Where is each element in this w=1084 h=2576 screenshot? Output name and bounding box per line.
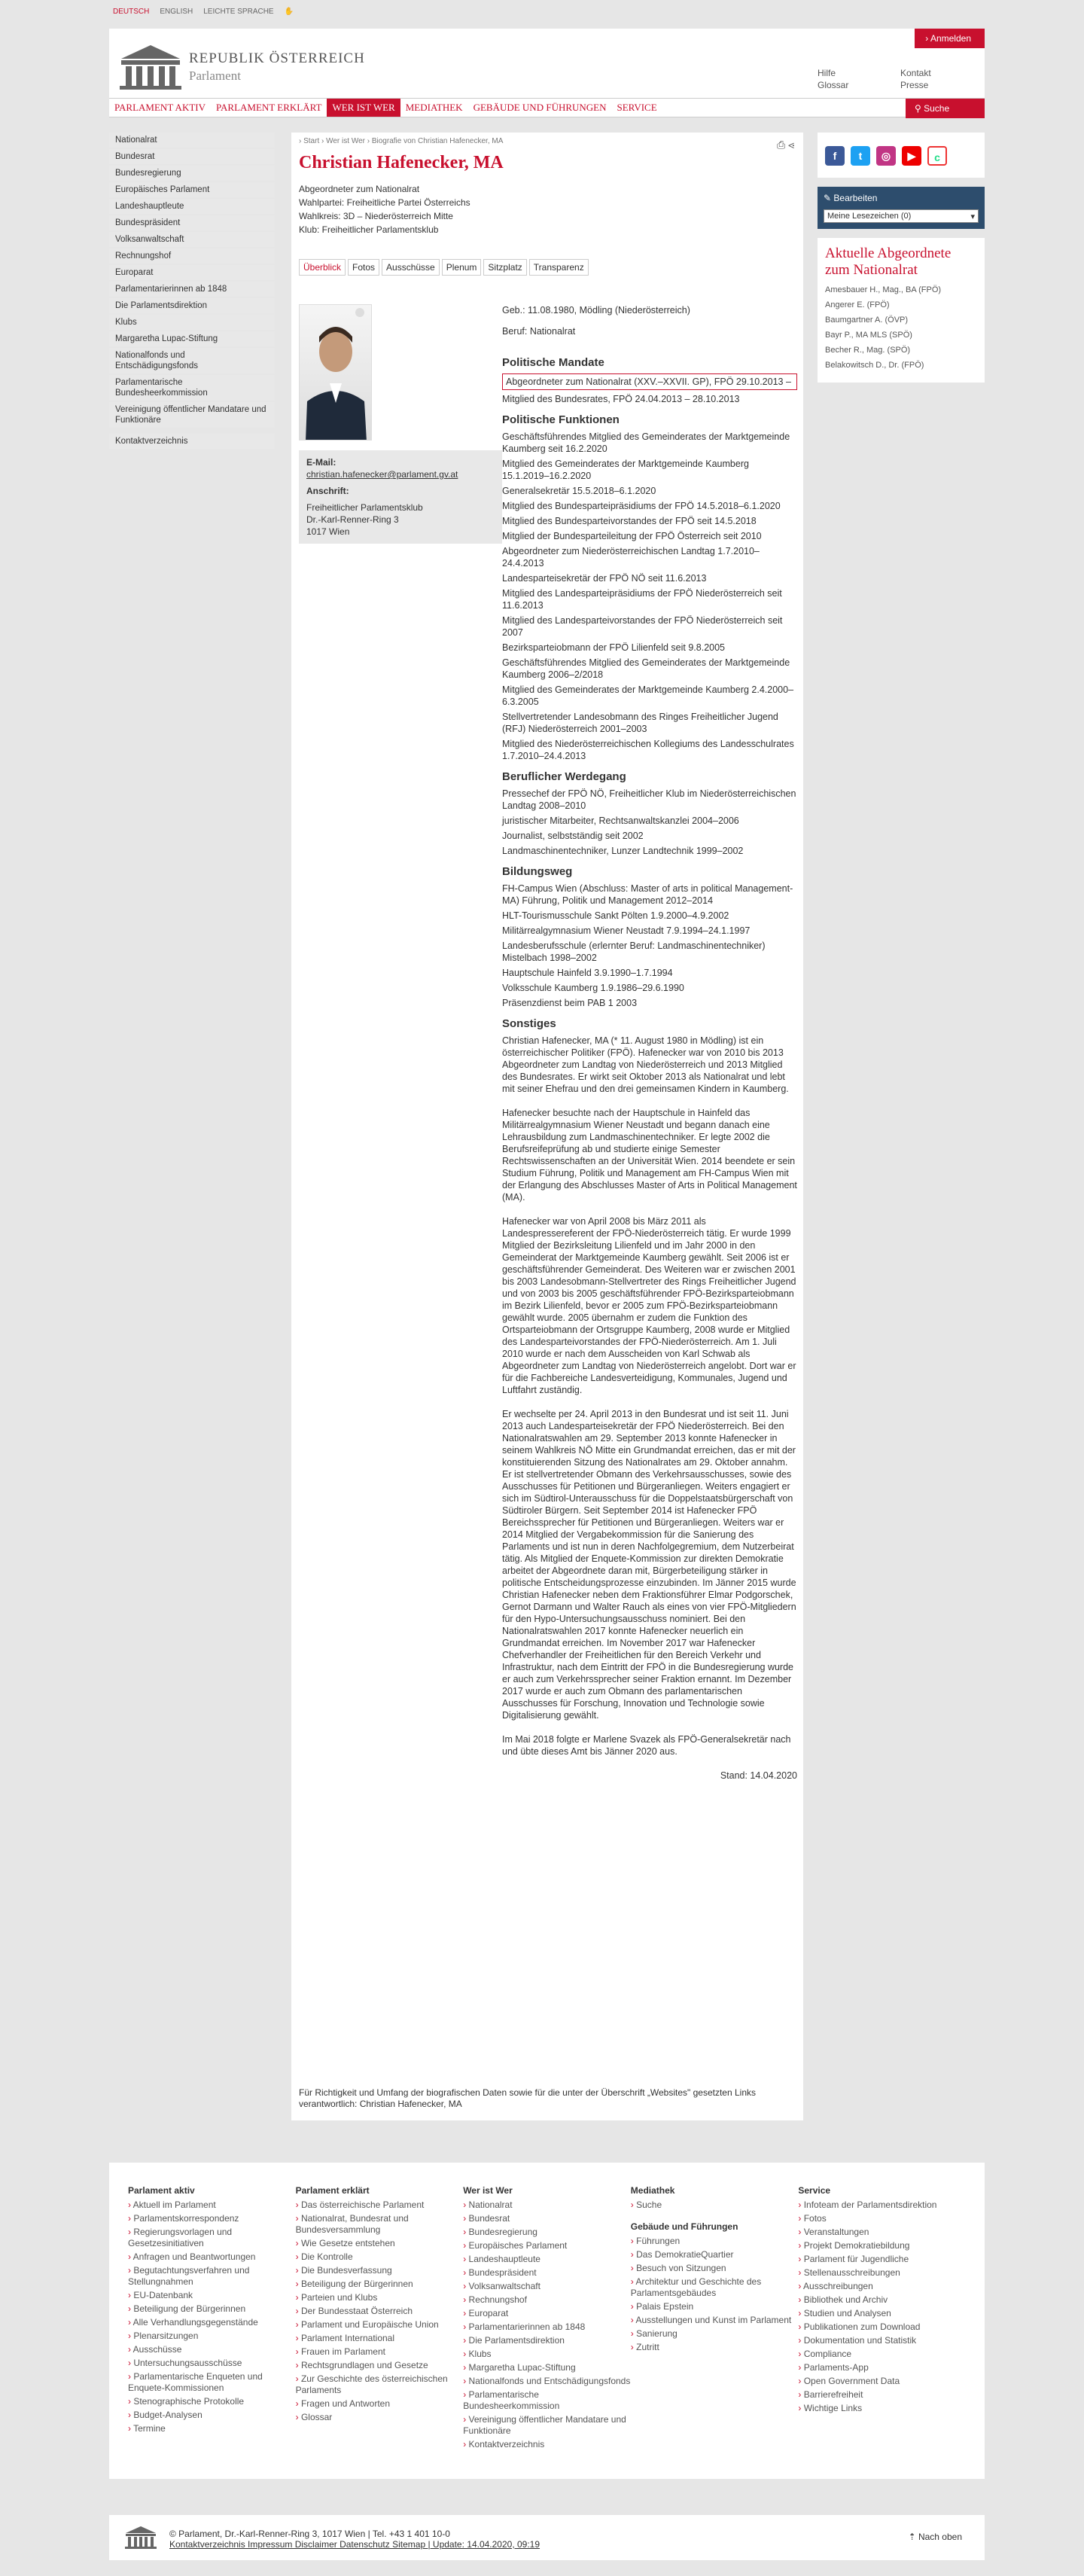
sidebar-item[interactable]: Kontaktverzeichnis [109,434,275,449]
footer-links[interactable]: Kontaktverzeichnis Impressum Disclaimer Datenschutz Sitemap | Update: 14.04.2020, 09:19 [169,2539,540,2550]
footer-link[interactable]: › Compliance [798,2349,966,2360]
back-to-top[interactable] [909,2532,962,2542]
footer-link[interactable]: › Zur Geschichte des österreichischen Parlaments [296,2373,464,2396]
footer-link[interactable]: › Palais Epstein [631,2301,799,2312]
footer-link[interactable]: › Anfragen und Beantwortungen [128,2251,296,2263]
sidebar-item[interactable]: Klubs [109,315,275,330]
contact-box [299,450,502,544]
bio-entry: Mitglied des Bundesparteipräsidiums der FPÖ 14.5.2018–6.1.2020 [502,501,781,511]
lang-de[interactable]: DEUTSCH [113,8,150,16]
share-icons [777,139,794,151]
address-line: Dr.-Karl-Renner-Ring 3 [306,514,399,525]
footer-link[interactable]: › Parlamentskorrespondenz [128,2213,296,2224]
share-icon[interactable]: ⋖ [788,139,794,151]
footer-link[interactable]: › Landeshauptleute [463,2254,631,2265]
footer-link[interactable]: › Begutachtungsverfahren und Stellungnahmen [128,2265,296,2288]
sidebar-item[interactable]: Rechnungshof [109,248,275,264]
footer-link[interactable]: › Beteiligung der Bürgerinnen [296,2279,464,2290]
footer-link[interactable]: › Infoteam der Parlamentsdirektion [798,2200,966,2211]
breadcrumb: › Start › Wer ist Wer › Biografie von Christian Hafenecker, MA [299,137,504,145]
footer-link[interactable]: › Der Bundesstaat Österreich [296,2306,464,2317]
logo-line2: Parlament [189,69,241,83]
footer-link[interactable]: › Vereinigung öffentlicher Mandatare und Funktionäre [463,2414,631,2437]
footer-column [128,2185,296,2456]
footer-link[interactable]: › Stellenausschreibungen [798,2267,966,2279]
footer-link[interactable]: › Regierungsvorlagen und Gesetzesinitiativen [128,2227,296,2249]
main-nav [109,98,985,117]
nav-gebaeude[interactable]: GEBÄUDE UND FÜHRUNGEN [473,102,607,113]
lang-easy[interactable]: LEICHTE SPRACHE [203,8,274,16]
parliament-building-icon [118,44,183,90]
footer-link[interactable]: › Führungen [631,2236,799,2247]
tab-plenum[interactable]: Plenum [442,259,482,276]
mp-list-item[interactable]: Angerer E. (FPÖ) [825,300,890,309]
nav-wer-ist-wer[interactable]: WER IST WER [327,99,400,117]
footer-link[interactable]: › Termine [128,2423,296,2434]
language-switch [113,8,294,16]
press-link[interactable]: Presse [900,80,929,90]
section-functions-heading: Politische Funktionen [502,413,620,426]
stand-date: Stand: 14.04.2020 [720,1770,797,1781]
footer-link[interactable]: › Wie Gesetze entstehen [296,2238,464,2249]
mp-list[interactable] [825,285,977,370]
footer-link[interactable]: › Die Bundesverfassung [296,2265,464,2276]
social-links [818,133,985,178]
footer-link[interactable]: › Alle Verhandlungsgegenstände [128,2317,296,2328]
mp-list-item[interactable]: Baumgartner A. (ÖVP) [825,316,909,325]
email-link[interactable]: christian.hafenecker@parlament.gv.at [306,469,458,480]
footer-link[interactable]: › Rechtsgrundlagen und Gesetze [296,2360,464,2371]
chevron-right-icon: › [925,33,930,44]
footer-link[interactable]: › Dokumentation und Statistik [798,2335,966,2346]
footer-column [296,2185,464,2456]
sidebar-item[interactable]: Landeshauptleute [109,199,275,214]
mandate-list [502,393,797,405]
bio-entry: Pressechef der FPÖ NÖ, Freiheitlicher Klub im Niederösterreichischen Landtag 2008–2010 [502,788,796,811]
email-label: E-Mail: [306,457,336,468]
bio-entry: juristischer Mitarbeiter, Rechtsanwaltskanzlei 2004–2006 [502,815,739,826]
parliament-small-logo [124,2526,157,2550]
footer-link[interactable]: › Ausschreibungen [798,2281,966,2292]
current-mandate: Abgeordneter zum Nationalrat (XXV.–XXVII. GP), FPÖ 29.10.2013 – [502,373,797,390]
footer-link[interactable]: › Zutritt [631,2342,799,2353]
sidebar-item[interactable]: Europarat [109,265,275,280]
page-bottom [109,2515,985,2560]
bio-paragraph: Er wechselte per 24. April 2013 in den Bundesrat und ist seit 11. Juni 2013 auch Landesparteisekretär der FPÖ Niederösterreich. Bei den Nationalratswahlen am 29. September 2013 konnte Hafenecker in seinem Wahlkreis NÖ Mitte ein Grundmandat erreichen, das er mit der konstituierenden Sitzung des Nationalrates am 29. Oktober annahm. Er ist stellvertretender Obmann des Verkehrsausschusses, sowie des Ausschusses für Petitionen und Bürgeranliegen. Weiters engagiert er sich im Südtirol-Unterausschuss für die Doppelstaatsbürgerschaft von Südtiroler Bürgern. Seit September 2014 ist Hafenecker FPÖ Bereichssprecher für Petitionen und Bürgeranliegen. Weiters war er 2014 Mitglied der Vergabekommission für die Sanierung des Parlaments und ist nun in deren Nachfolgegremium, dem Nutzerbeirat tätig. Als Mitglied der Enquete-Kommission zur direkten Demokratie arbeitet der Abgeordnete daran mit, Bürgerbeteiligung stärker in politische Entscheidungsprozesse einzubinden. Im Jänner 2015 wurde Christian Hafenecker neben dem Fraktionsführer Elmar Podgorschek, Gernot Darmann und Walter Rauch als eines von vier FPÖ-Mitgliedern für den Hypo-Untersuchungsausschuss nominiert. Bei den Nationalratswahlen 2017 konnte Hafenecker neuerlich ein Grundmandat erreichen. Im November 2017 war Hafenecker Chefverhandler der Freiheitlichen für den Bereich Verkehr und Infrastruktur, nach dem Eintritt der FPÖ in die Bundesregierung wurde er auch zum Verkehrssprecher seiner Fraktion ernannt. Im Dezember 2017 wurde er auch zum Obmann des parlamentarischen Ausschusses für Forschung, Innovation und Technologie sowie Digitalisierung gewählt. [502,1409,796,1721]
current-mps-heading: Aktuelle Abgeordnete zum Nationalrat [825,245,952,278]
footer-link[interactable]: › Ausstellungen und Kunst im Parlament [631,2315,799,2326]
career-list [502,788,797,857]
copyright: © Parlament, Dr.-Karl-Renner-Ring 3, 1017 Wien | Tel. +43 1 401 10-0 [169,2529,450,2539]
intro-party: Wahlpartei: Freiheitliche Partei Österreichs [299,197,470,208]
chevron-down-icon: ▾ [970,212,975,221]
glossary-link[interactable]: Glossar [818,80,849,90]
bio-entry: Mitglied des Bundesrates, FPÖ 24.04.2013 – 28.10.2013 [502,394,740,404]
address-label: Anschrift: [306,486,349,496]
youtube-icon[interactable]: ▶ [902,146,921,166]
sidebar-item[interactable]: Parlamentarierinnen ab 1848 [109,282,275,297]
footer-link[interactable]: › Bibliothek und Archiv [798,2294,966,2306]
footer-link[interactable]: › Die Kontrolle [296,2251,464,2263]
footer-link[interactable]: › Suche [631,2200,799,2211]
bio-entry: Mitglied des Gemeinderates der Marktgemeinde Kaumberg 2.4.2000–6.3.2005 [502,684,794,707]
sidebar-item[interactable]: Die Parlamentsdirektion [109,298,275,313]
profile-tabs [291,259,803,276]
arrow-up-icon: ⇡ [908,2532,918,2542]
intro-district: Wahlkreis: 3D – Niederösterreich Mitte [299,211,453,221]
footer-link[interactable]: › Parlament und Europäische Union [296,2319,464,2331]
bio-entry: Landesparteisekretär der FPÖ NÖ seit 11.6.2013 [502,573,707,584]
logo-line1: REPUBLIK ÖSTERREICH [189,50,365,66]
bio-entry: Mitglied des Niederösterreichischen Kollegiums des Landesschulrates 1.7.2010–24.4.2013 [502,739,794,761]
footer-link[interactable]: › Margaretha Lupac-Stiftung [463,2362,631,2373]
bio-entry: HLT-Tourismusschule Sankt Pölten 1.9.2000–4.9.2002 [502,910,729,921]
footer-link[interactable]: › Barrierefreiheit [798,2389,966,2401]
bio-entry: Mitglied der Bundesparteileitung der FPÖ Österreich seit 2010 [502,531,762,541]
footer-link[interactable]: › Ausschüsse [128,2344,296,2355]
sidebar-item[interactable]: Parlamentarische Bundesheerkommission [109,375,275,401]
search-button[interactable] [906,99,985,118]
search-label: Suche [924,103,950,114]
sidebar-item[interactable]: Volksanwaltschaft [109,232,275,247]
bio-entry: Mitglied des Gemeinderates der Marktgemeinde Kaumberg 15.1.2019–16.2.2020 [502,459,749,481]
responsibility-note: Für Richtigkeit und Umfang der biografischen Daten sowie für die unter der Überschrift „Websites" gesetzten Links verantwortlich: Christian Hafenecker, MA [299,2087,756,2109]
help-link[interactable]: Hilfe [818,68,836,78]
bio-paragraph: Hafenecker besuchte nach der Hauptschule in Hainfeld das Militärrealgymnasium Wiener Neustadt und begann danach eine Lehrausbildung zum Landmaschinentechniker. Er legte 2002 die Berufsreifeprüfung ab und studierte einige Semester Rechtswissenschaften an der Universität Wien. 2014 beendete er sein Studium Führung, Politik und Management am FH-Campus Wien mit der Erlangung des Abschlusses Master of Arts in Political Management (MA). [502,1108,797,1203]
bio-entry: FH-Campus Wien (Abschluss: Master of arts in political Management-MA) Führung, Politik und Management 2012–2014 [502,883,793,906]
bio-entry: Mitglied des Bundesparteivorstandes der FPÖ seit 14.5.2018 [502,516,757,526]
mp-list-item[interactable]: Becher R., Mag. (SPÖ) [825,346,911,355]
sidebar-item[interactable]: Bundesregierung [109,166,275,181]
print-icon[interactable]: ⎙ [777,139,786,151]
footer-link[interactable]: › Parlamentarische Bundesheerkommission [463,2389,631,2412]
footer-link[interactable]: › Untersuchungsausschüsse [128,2358,296,2369]
footer-link[interactable]: › Architektur und Geschichte des Parlamentsgebäudes [631,2276,799,2299]
sidebar-item[interactable]: Bundespräsident [109,215,275,230]
mp-list-item[interactable]: Amesbauer H., Mag., BA (FPÖ) [825,285,942,294]
sidebar-item[interactable]: Vereinigung öffentlicher Mandatare und Funktionäre [109,402,275,428]
bio-entry: Abgeordneter zum Niederösterreichischen Landtag 1.7.2010–24.4.2013 [502,546,760,569]
footer-link[interactable]: › Publikationen zum Download [798,2321,966,2333]
nav-parlament-aktiv[interactable]: PARLAMENT AKTIV [114,102,206,113]
intro-block [291,182,803,236]
back-to-top-label: Nach oben [918,2532,962,2542]
search-icon: ⚲ [915,103,924,114]
footer-link[interactable]: › Aktuell im Parlament [128,2200,296,2211]
biography [502,304,797,1785]
footer-link[interactable]: › Glossar [296,2412,464,2423]
footer-link[interactable]: › Nationalfonds und Entschädigungsfonds [463,2376,631,2387]
bio-entry: Militärrealgymnasium Wiener Neustadt 7.9.1994–24.1.1997 [502,925,751,936]
bio-entry: Präsenzdienst beim PAB 1 2003 [502,998,638,1008]
footer-link[interactable]: › Europarat [463,2308,631,2319]
functions-list [502,431,797,762]
bio-entry: Hauptschule Hainfeld 3.9.1990–1.7.1994 [502,968,673,978]
footer-column [631,2185,799,2456]
footer-link[interactable]: › Projekt Demokratiebildung [798,2240,966,2251]
bio-entry: Landesberufsschule (erlernter Beruf: Landmaschinentechniker) Mistelbach 1998–2002 [502,940,766,963]
tab-ueberblick[interactable]: Überblick [299,259,346,276]
app-icon[interactable]: c [927,146,947,166]
bio-entry: Geschäftsführendes Mitglied des Gemeinderates der Marktgemeinde Kaumberg 2006–2/2018 [502,657,790,680]
instagram-icon[interactable]: ◎ [876,146,896,166]
education-list [502,883,797,1009]
footer-link[interactable]: › Bundesrat [463,2213,631,2224]
bio-entry: Generalsekretär 15.5.2018–6.1.2020 [502,486,656,496]
bio-entry: Bezirksparteiobmann der FPÖ Lilienfeld seit 9.8.2005 [502,642,725,653]
footer-heading[interactable]: Service [798,2185,831,2196]
bio-paragraph: Hafenecker war von April 2008 bis März 2011 als Landespressereferent der FPÖ-Niederösterreich tätig. Er wurde 1999 Mitglied der Bezirksleitung Lilienfeld und im Jahr 2000 in den Gemeinderat der Marktgemeinde Kaumberg gewählt. Seit 2006 ist er geschäftsführender Gemeinderat. Des Weiteren war er zwischen 2001 bis 2003 Landesobmann-Stellvertreter des Rings Freiheitlicher Jugend und von 2003 bis 2005 geschäftsführender FPÖ-Bezirksparteiobmann im Bezirk Lilienfeld, bevor er 2005 zum FPÖ-Bezirksparteiobmann gewählt wurde. 2005 übernahm er zudem die Funktion des Ortsparteiobmann der Ortsgruppe Kaumberg, 2008 wurde er Mitglied des Landesparteivorstandes der FPÖ-Niederösterreich. Am 1. Juli 2010 wurde er nach dem Ausscheiden von Karl Schwab als Abgeordneter zum Landtag von Niederösterreich angelobt. Dort war er für die Fachbereiche Landesverteidigung, Kommunales, Jugend und Luftfahrt zuständig. [502,1216,796,1395]
bookmarks-value: Meine Lesezeichen (0) [827,212,912,221]
footer-link[interactable]: › Parlament für Jugendliche [798,2254,966,2265]
sidebar-item[interactable]: Nationalrat [109,133,275,148]
tab-transparenz[interactable]: Transparenz [529,259,589,276]
footer-sitemap [109,2163,985,2479]
mp-list-item[interactable]: Belakowitsch D., Dr. (FPÖ) [825,361,924,370]
footer-link[interactable]: › Stenographische Protokolle [128,2396,296,2407]
footer-link[interactable]: › Parteien und Klubs [296,2292,464,2303]
tab-ausschuesse[interactable]: Ausschüsse [382,259,440,276]
footer-link[interactable]: › Die Parlamentsdirektion [463,2335,631,2346]
parliament-logo[interactable] [118,44,365,90]
footer-link[interactable]: › Plenarsitzungen [128,2331,296,2342]
bio-entry: Landmaschinentechniker, Lunzer Landtechnik 1999–2002 [502,846,744,856]
footer-link[interactable]: › Besuch von Sitzungen [631,2263,799,2274]
sidebar-item[interactable]: Bundesrat [109,149,275,164]
main-content [291,133,803,2120]
sidebar-item[interactable]: Europäisches Parlament [109,182,275,197]
footer-link[interactable]: › Parlamentarierinnen ab 1848 [463,2321,631,2333]
footer-link[interactable]: › Fragen und Antworten [296,2398,464,2410]
footer-link[interactable]: › Budget-Analysen [128,2410,296,2421]
top-links [818,68,961,90]
bio-paragraph: Im Mai 2018 folgte er Marlene Svazek als FPÖ-Generalsekretär nach und übte dieses Amt bis Jänner 2020 aus. [502,1734,791,1757]
mp-list-item[interactable]: Bayr P., MA MLS (SPÖ) [825,331,912,340]
footer-heading[interactable]: Parlament erklärt [295,2185,370,2196]
footer-link[interactable]: › Fotos [798,2213,966,2224]
section-misc-heading: Sonstiges [502,1017,556,1030]
bio-entry: Geschäftsführendes Mitglied des Gemeinderates der Marktgemeinde Kaumberg seit 16.2.2020 [502,431,790,454]
portrait-photo[interactable] [299,304,372,441]
login-label: Anmelden [930,33,971,44]
sidebar-nav [109,133,275,450]
page-header [109,29,985,117]
footer-link[interactable]: › Das DemokratieQuartier [631,2249,799,2260]
page-title: Christian Hafenecker, MA [299,153,504,172]
footer-link[interactable]: › Parlaments-App [798,2362,966,2373]
footer-link[interactable]: › Volksanwaltschaft [463,2281,631,2292]
tab-fotos[interactable]: Fotos [348,259,379,276]
bookmarks-panel [818,187,985,229]
address-line: 1017 Wien [306,526,350,537]
footer-heading[interactable]: Wer ist Wer [463,2185,513,2196]
footer-heading[interactable]: Mediathek [630,2185,675,2196]
footer-link[interactable]: › EU-Datenbank [128,2290,296,2301]
sidebar-item[interactable]: Nationalfonds und Entschädigungsfonds [109,348,275,373]
current-mps [818,238,985,383]
footer-heading[interactable]: Parlament aktiv [128,2185,195,2196]
footer-link[interactable]: › Nationalrat, Bundesrat und Bundesversammlung [296,2213,464,2236]
footer-link[interactable]: › Parlamentarische Enqueten und Enquete-Kommissionen [128,2371,296,2394]
footer-link[interactable]: › Open Government Data [798,2376,966,2387]
facebook-icon[interactable]: f [825,146,845,166]
footer-link[interactable]: › Veranstaltungen [798,2227,966,2238]
footer-link[interactable]: › Das österreichische Parlament [296,2200,464,2211]
right-column [818,133,985,383]
footer-link[interactable]: › Bundespräsident [463,2267,631,2279]
bio-entry: Stellvertretender Landesobmann des Ringes Freiheitlicher Jugend (RFJ) Niederösterreich 2001–2003 [502,712,778,734]
edit-icon: ✎ [824,193,834,203]
birth-info: Geb.: 11.08.1980, Mödling (Niederösterreich) [502,305,690,316]
sidebar-item[interactable]: Margaretha Lupac-Stiftung [109,331,275,346]
footer-column [798,2185,966,2456]
footer-link[interactable]: › Bundesregierung [463,2227,631,2238]
footer-link[interactable]: › Klubs [463,2349,631,2360]
address-line: Freiheitlicher Parlamentsklub [306,502,423,513]
footer-heading[interactable]: Gebäude und Führungen [630,2221,738,2232]
footer-link[interactable]: › Parlament International [296,2333,464,2344]
footer-link[interactable]: › Sanierung [631,2328,799,2340]
footer-link[interactable]: › Kontaktverzeichnis [463,2439,631,2450]
lang-en[interactable]: ENGLISH [160,8,193,16]
section-mandate-heading: Politische Mandate [502,356,604,369]
login-button[interactable] [915,29,985,48]
bio-entry: Mitglied des Landesparteipräsidiums der FPÖ Niederösterreich seit 11.6.2013 [502,588,782,611]
tab-sitzplatz[interactable]: Sitzplatz [483,259,526,276]
job-info: Beruf: Nationalrat [502,326,576,337]
footer-link[interactable]: › Studien und Analysen [798,2308,966,2319]
footer-column [463,2185,631,2456]
footer-link[interactable]: › Europäisches Parlament [463,2240,631,2251]
intro-role: Abgeordneter zum Nationalrat [299,184,420,194]
person-silhouette [300,305,372,441]
bio-entry: Mitglied des Landesparteivorstandes der FPÖ Niederösterreich seit 2007 [502,615,783,638]
nav-parlament-erklaert[interactable]: PARLAMENT ERKLÄRT [216,102,322,113]
footer-link[interactable]: › Beteiligung der Bürgerinnen [128,2303,296,2315]
footer-link[interactable]: › Frauen im Parlament [296,2346,464,2358]
footer-link[interactable]: › Rechnungshof [463,2294,631,2306]
sign-language-icon[interactable]: ✋ [284,8,294,16]
section-career-heading: Beruflicher Werdegang [502,770,626,783]
contact-link[interactable]: Kontakt [900,68,931,78]
edit-link[interactable]: Bearbeiten [833,193,878,203]
bio-paragraph: Christian Hafenecker, MA (* 11. August 1980 in Mödling) ist ein österreichischer Politiker (FPÖ). Hafenecker war von 2010 bis 2013 Abgeordneter zum Landtag von Niederösterreich und 2013 Mitglied des Bundesrates. Er wirkt seit Oktober 2013 als Nationalrat und lebt mit seiner Ehefrau und den drei gemeinsamen Kindern in Kaumberg. [502,1035,789,1094]
footer-link[interactable]: › Wichtige Links [798,2403,966,2414]
nav-mediathek[interactable]: MEDIATHEK [405,102,463,113]
footer-link[interactable]: › Nationalrat [463,2200,631,2211]
section-education-heading: Bildungsweg [502,865,573,878]
bio-entry: Volksschule Kaumberg 1.9.1986–29.6.1990 [502,983,684,993]
misc-paragraphs [502,1035,797,1757]
nav-service[interactable]: SERVICE [617,102,657,113]
bio-entry: Journalist, selbstständig seit 2002 [502,831,644,841]
bookmarks-select[interactable] [824,209,979,223]
twitter-icon[interactable]: t [851,146,870,166]
intro-club: Klub: Freiheitlicher Parlamentsklub [299,224,439,235]
